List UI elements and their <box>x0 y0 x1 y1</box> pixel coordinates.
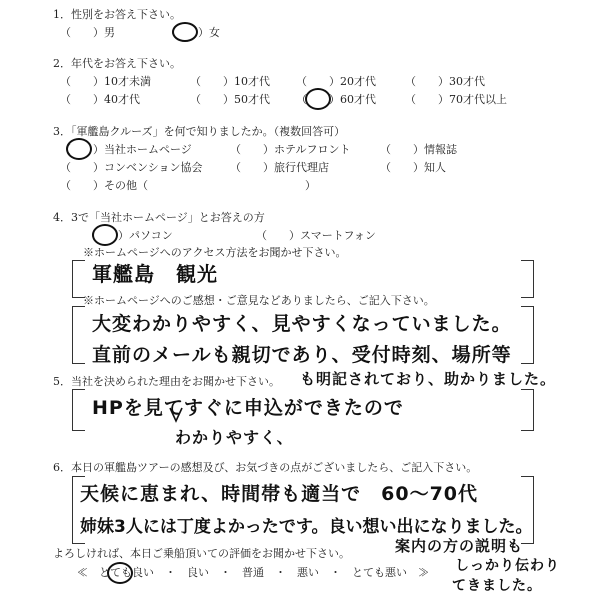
option-other[interactable]: （ ）その他（ <box>60 179 148 192</box>
answer-impression-line3: も明記されており、助かりました。 <box>300 370 557 388</box>
answer-feedback-line3: 案内の方の説明も <box>395 537 524 555</box>
q6-title: 6．本日の軍艦島ツアーの感想及び、お気づきの点がございましたら、ご記入下さい。 <box>53 461 478 474</box>
answer-impression-line1: 大変わかりやすく、見やすくなっていました。 <box>92 313 512 335</box>
answer-feedback-line5: てきました。 <box>452 578 542 594</box>
option-female[interactable]: （ ）女 <box>165 26 220 39</box>
answer-feedback-line4: しっかり伝わり <box>455 558 560 574</box>
option-age-10s[interactable]: （ ）10才代 <box>190 75 270 88</box>
q4-note-impression: ※ホームページへのご感想・ご意見などありましたら、ご記入下さい。 <box>83 294 435 307</box>
option-age-30s[interactable]: （ ）30才代 <box>405 75 485 88</box>
rating-prompt: よろしければ、本日ご乗船頂いての評価をお聞かせ下さい。 <box>53 547 350 560</box>
option-age-20s[interactable]: （ ）20才代 <box>296 75 376 88</box>
answer-feedback-line1: 天候に恵まれ、時間帯も適当で 60～70代 <box>80 483 479 505</box>
answer-access-method: 軍艦島 観光 <box>92 262 218 286</box>
option-smartphone[interactable]: （ ）スマートフォン <box>256 229 376 242</box>
option-male[interactable]: （ ）男 <box>60 26 115 39</box>
q2-title: 2．年代をお答え下さい。 <box>53 57 181 70</box>
option-homepage[interactable]: （ ）当社ホームページ <box>60 143 192 156</box>
rating-scale[interactable]: ≪ とても良い ・ 良い ・ 普通 ・ 悪い ・ とても悪い ≫ <box>77 566 429 579</box>
option-age-40s[interactable]: （ ）40才代 <box>60 93 140 106</box>
answer-reason: HPを見てすぐに申込ができたので <box>92 397 404 419</box>
option-age-50s[interactable]: （ ）50才代 <box>190 93 270 106</box>
answer-impression-line2: 直前のメールも親切であり、受付時刻、場所等 <box>92 344 512 366</box>
q5-title: 5．当社を決められた理由をお聞かせ下さい。 <box>53 375 280 388</box>
answer-reason-insert: わかりやすく、 <box>175 428 294 447</box>
q3-title: 3．「軍艦島クルーズ」を何で知りましたか。（複数回答可） <box>53 125 346 138</box>
option-pc[interactable]: （ ）パソコン <box>85 229 173 242</box>
q4-title: 4．3で「当社ホームページ」とお答えの方 <box>53 211 265 224</box>
option-magazine[interactable]: （ ）情報誌 <box>380 143 457 156</box>
option-age-70plus[interactable]: （ ）70才代以上 <box>405 93 507 106</box>
q4-note-access: ※ホームページへのアクセス方法をお聞かせ下さい。 <box>83 246 347 259</box>
option-hotel-front[interactable]: （ ）ホテルフロント <box>230 143 351 156</box>
option-other-close: ） <box>305 179 316 192</box>
option-convention[interactable]: （ ）コンベンション協会 <box>60 161 203 174</box>
q1-title: 1．性別をお答え下さい。 <box>53 8 181 21</box>
option-friend[interactable]: （ ）知人 <box>380 161 446 174</box>
option-age-60s[interactable]: （ ）60才代 <box>296 93 376 106</box>
answer-feedback-line2: 姉妹3人には丁度よかったです。良い想い出になりました。 <box>80 517 533 537</box>
option-age-under10[interactable]: （ ）10才未満 <box>60 75 151 88</box>
option-travel-agency[interactable]: （ ）旅行代理店 <box>230 161 329 174</box>
